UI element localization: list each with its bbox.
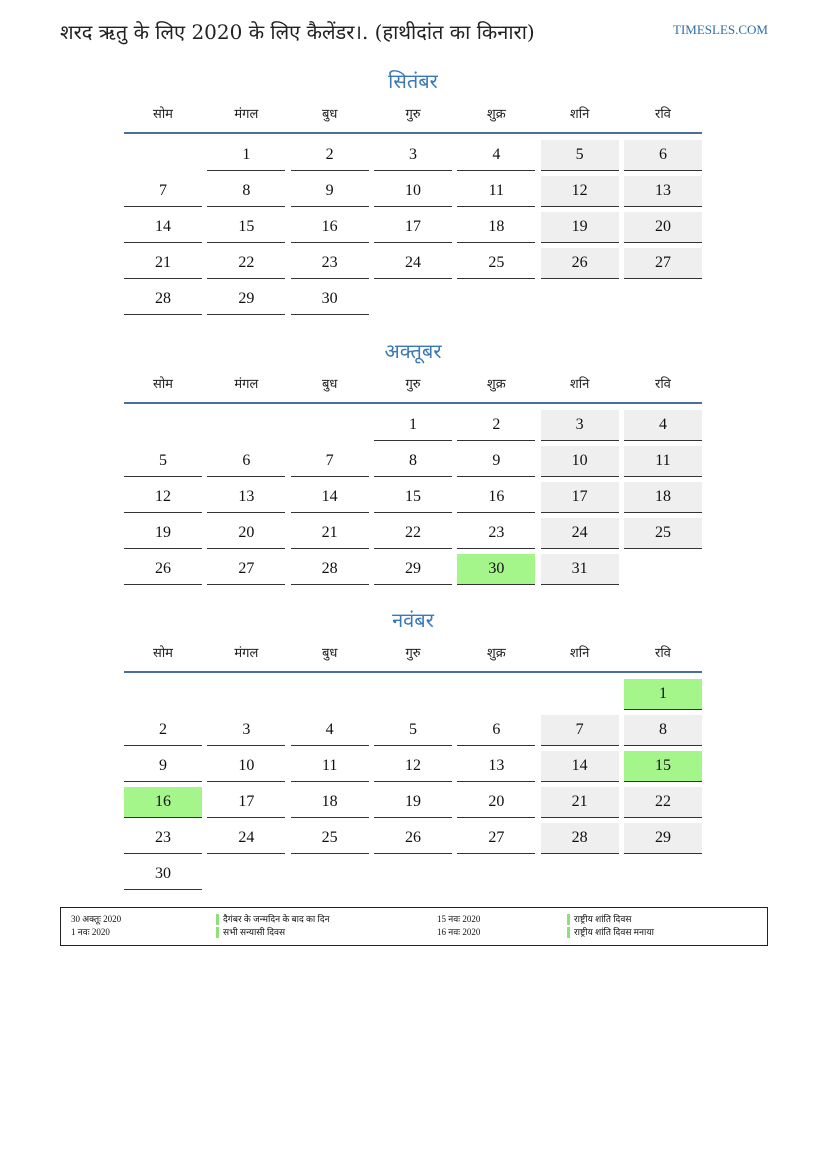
holiday-day-cell[interactable]: 1: [624, 679, 702, 710]
month-title: सितंबर: [388, 69, 438, 93]
day-cell[interactable]: 17: [374, 212, 452, 243]
legend-date: 1 नवः 2020: [71, 927, 110, 937]
day-cell[interactable]: 22: [624, 787, 702, 818]
day-cell[interactable]: 12: [374, 751, 452, 782]
page-title: शरद ऋतु के लिए 2020 के लिए कैलेंडर।. (हाथीदांत का किनारा): [60, 20, 535, 44]
day-cell[interactable]: 16: [291, 212, 369, 243]
day-cell[interactable]: 23: [124, 823, 202, 854]
legend-color-swatch: [567, 927, 570, 938]
day-cell[interactable]: 26: [124, 554, 202, 585]
day-cell[interactable]: 19: [124, 518, 202, 549]
day-cell[interactable]: 14: [291, 482, 369, 513]
day-cell[interactable]: 27: [457, 823, 535, 854]
day-cell[interactable]: 20: [624, 212, 702, 243]
legend-text: राष्ट्रीय शांति दिवस: [574, 914, 632, 924]
holiday-day-cell[interactable]: 15: [624, 751, 702, 782]
legend-text: दैगंबर के जन्मदिन के बाद का दिन: [223, 914, 330, 924]
day-cell[interactable]: 3: [541, 410, 619, 441]
day-cell[interactable]: 21: [124, 248, 202, 279]
header-divider: [124, 671, 702, 673]
day-cell[interactable]: 23: [457, 518, 535, 549]
day-cell[interactable]: 21: [291, 518, 369, 549]
day-cell[interactable]: 24: [541, 518, 619, 549]
day-cell[interactable]: 5: [541, 140, 619, 171]
day-cell[interactable]: 28: [291, 554, 369, 585]
day-cell[interactable]: 1: [374, 410, 452, 441]
weekday-label: बुध: [321, 107, 338, 122]
weekday-label: शनि: [569, 107, 590, 122]
legend-date: 16 नवः 2020: [437, 927, 481, 937]
day-cell[interactable]: 5: [374, 715, 452, 746]
day-cell[interactable]: 26: [541, 248, 619, 279]
header-divider: [124, 132, 702, 134]
weekday-label: बुध: [321, 646, 338, 661]
legend-date: 30 अक्तूः 2020: [71, 914, 122, 924]
header-divider: [124, 402, 702, 404]
day-cell[interactable]: 18: [457, 212, 535, 243]
day-cell[interactable]: 1: [207, 140, 285, 171]
day-cell[interactable]: 29: [207, 284, 285, 315]
day-cell[interactable]: 28: [541, 823, 619, 854]
legend-entry: [216, 926, 285, 938]
legend-color-swatch: [216, 914, 219, 925]
site-link[interactable]: TIMESLES.COM: [673, 22, 768, 37]
page-header: [60, 18, 768, 48]
day-cell[interactable]: 13: [457, 751, 535, 782]
day-cell[interactable]: 18: [624, 482, 702, 513]
weekday-label: मंगल: [234, 377, 259, 392]
day-cell[interactable]: 5: [124, 446, 202, 477]
day-cell[interactable]: 15: [374, 482, 452, 513]
legend-entry: [567, 913, 631, 925]
day-cell[interactable]: 12: [124, 482, 202, 513]
day-cell[interactable]: 22: [374, 518, 452, 549]
weekday-label: मंगल: [234, 646, 259, 661]
day-cell[interactable]: 2: [291, 140, 369, 171]
holiday-legend: [60, 907, 768, 946]
day-cell[interactable]: 8: [374, 446, 452, 477]
month-block: [124, 336, 702, 577]
legend-text: सभी सन्यासी दिवस: [223, 927, 286, 937]
legend-text: राष्ट्रीय शांति दिवस मनाया: [574, 927, 654, 937]
day-cell[interactable]: 24: [207, 823, 285, 854]
day-cell[interactable]: 21: [541, 787, 619, 818]
day-cell[interactable]: 13: [207, 482, 285, 513]
day-cell[interactable]: 6: [457, 715, 535, 746]
day-cell[interactable]: 7: [124, 176, 202, 207]
day-cell[interactable]: 15: [207, 212, 285, 243]
weekday-label: बुध: [321, 377, 338, 392]
day-cell[interactable]: 9: [457, 446, 535, 477]
day-cell[interactable]: 2: [124, 715, 202, 746]
day-cell[interactable]: 27: [624, 248, 702, 279]
day-cell[interactable]: 3: [374, 140, 452, 171]
day-cell[interactable]: 20: [207, 518, 285, 549]
day-cell[interactable]: 10: [541, 446, 619, 477]
legend-entry: [216, 913, 330, 925]
day-cell[interactable]: 26: [374, 823, 452, 854]
weekday-label: सोम: [153, 107, 173, 122]
weekday-header: [124, 100, 702, 130]
day-cell[interactable]: 25: [624, 518, 702, 549]
day-cell[interactable]: 25: [291, 823, 369, 854]
day-cell[interactable]: 11: [291, 751, 369, 782]
weekday-label: गुरु: [405, 107, 421, 122]
weekday-label: सोम: [153, 646, 173, 661]
day-cell[interactable]: 19: [541, 212, 619, 243]
weekday-label: शुक्र: [486, 377, 506, 392]
day-cell[interactable]: 11: [457, 176, 535, 207]
day-cell[interactable]: 27: [207, 554, 285, 585]
weekday-label: सोम: [153, 377, 173, 392]
day-cell[interactable]: 17: [207, 787, 285, 818]
day-cell[interactable]: 6: [624, 140, 702, 171]
weekday-label: शनि: [569, 646, 590, 661]
month-title: नवंबर: [392, 608, 434, 632]
weekday-label: गुरु: [405, 646, 421, 661]
day-cell[interactable]: 7: [291, 446, 369, 477]
weekday-label: रवि: [655, 646, 671, 661]
day-cell[interactable]: 2: [457, 410, 535, 441]
month-title: अक्तूबर: [384, 339, 442, 363]
day-cell[interactable]: 30: [124, 859, 202, 890]
day-cell[interactable]: 4: [291, 715, 369, 746]
day-cell[interactable]: 30: [291, 284, 369, 315]
day-cell[interactable]: 19: [374, 787, 452, 818]
day-cell[interactable]: 14: [124, 212, 202, 243]
weekday-label: मंगल: [234, 107, 259, 122]
month-block: [124, 605, 702, 882]
weekday-header: [124, 639, 702, 669]
day-cell[interactable]: 7: [541, 715, 619, 746]
weekday-label: शुक्र: [486, 107, 506, 122]
day-cell[interactable]: 9: [124, 751, 202, 782]
day-cell[interactable]: 4: [457, 140, 535, 171]
legend-color-swatch: [216, 927, 219, 938]
day-cell[interactable]: 16: [457, 482, 535, 513]
day-cell[interactable]: 12: [541, 176, 619, 207]
day-cell[interactable]: 29: [624, 823, 702, 854]
holiday-day-cell[interactable]: 30: [457, 554, 535, 585]
day-cell[interactable]: 6: [207, 446, 285, 477]
day-cell[interactable]: 20: [457, 787, 535, 818]
weekday-header: [124, 370, 702, 400]
legend-date: 15 नवः 2020: [437, 914, 481, 924]
day-cell[interactable]: 24: [374, 248, 452, 279]
day-cell[interactable]: 17: [541, 482, 619, 513]
weekday-label: रवि: [655, 107, 671, 122]
day-cell[interactable]: 8: [624, 715, 702, 746]
day-cell[interactable]: 14: [541, 751, 619, 782]
day-cell[interactable]: 10: [207, 751, 285, 782]
weekday-label: रवि: [655, 377, 671, 392]
day-cell[interactable]: 29: [374, 554, 452, 585]
legend-entry: [567, 926, 654, 938]
day-cell[interactable]: 4: [624, 410, 702, 441]
holiday-day-cell[interactable]: 16: [124, 787, 202, 818]
weekday-label: गुरु: [405, 377, 421, 392]
weekday-label: शुक्र: [486, 646, 506, 661]
weekday-label: शनि: [569, 377, 590, 392]
month-block: [124, 66, 702, 307]
day-cell[interactable]: 25: [457, 248, 535, 279]
day-cell[interactable]: 11: [624, 446, 702, 477]
day-cell[interactable]: 22: [207, 248, 285, 279]
day-cell[interactable]: 3: [207, 715, 285, 746]
day-cell[interactable]: 13: [624, 176, 702, 207]
day-cell[interactable]: 10: [374, 176, 452, 207]
day-cell[interactable]: 18: [291, 787, 369, 818]
day-cell[interactable]: 28: [124, 284, 202, 315]
day-cell[interactable]: 8: [207, 176, 285, 207]
day-cell[interactable]: 23: [291, 248, 369, 279]
day-cell[interactable]: 31: [541, 554, 619, 585]
legend-color-swatch: [567, 914, 570, 925]
day-cell[interactable]: 9: [291, 176, 369, 207]
